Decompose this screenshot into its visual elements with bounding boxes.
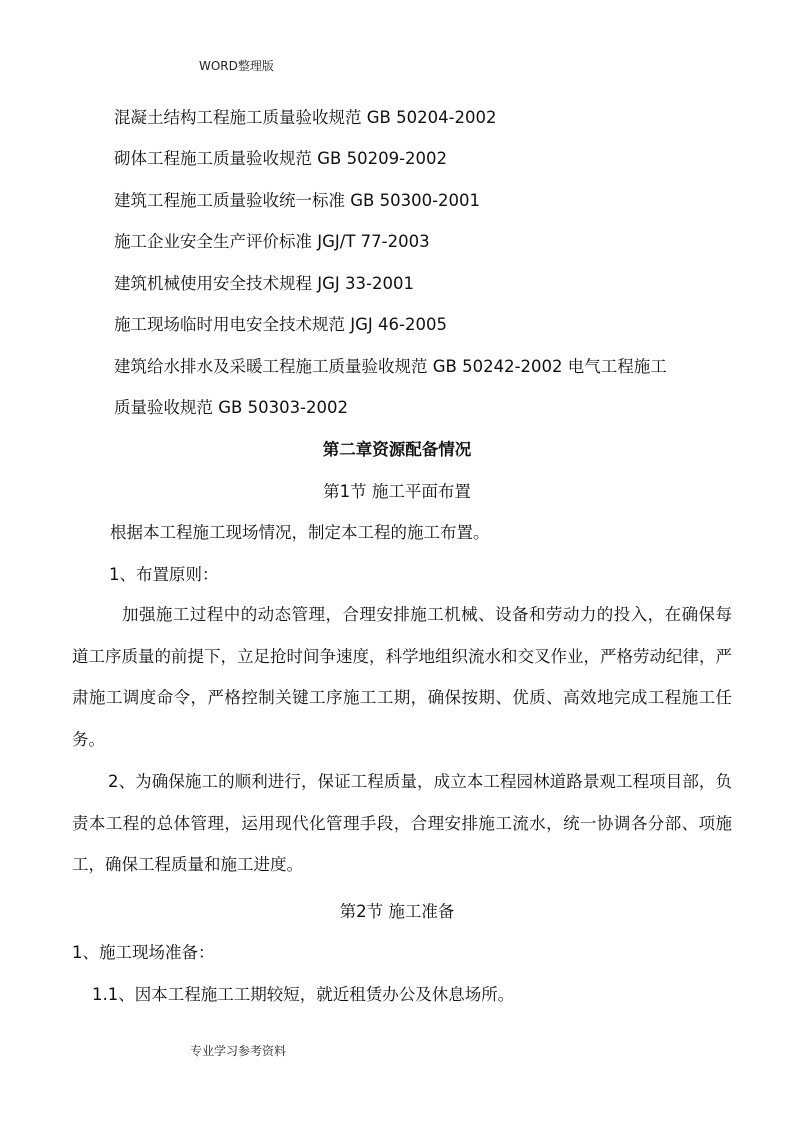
reference-line: 建筑给水排水及采暖工程施工质量验收规范 GB 50242-2002 电气工程施工 xyxy=(114,357,667,376)
item-heading: 1、施工现场准备： xyxy=(72,943,215,962)
section-intro: 根据本工程施工现场情况，制定本工程的施工布置。 xyxy=(110,523,490,542)
reference-line: 施工企业安全生产评价标准 JGJ/T 77-2003 xyxy=(114,232,430,251)
reference-line: 砌体工程施工质量验收规范 GB 50209-2002 xyxy=(114,149,448,168)
paragraph-principles: 加强施工过程中的动态管理，合理安排施工机械、设备和劳动力的投入，在确保每道工序质量的前提下，立足抢时间争速度，科学地组织流水和交叉作业，严格劳动纪律，严肃施工调度命令，严格控制关键工序施工工期，确保按期、优质、高效地完成工程施工任务。 xyxy=(72,605,732,749)
item-heading: 1、布置原则： xyxy=(109,565,219,584)
page-header: WORD整理版 xyxy=(199,59,274,73)
reference-line: 混凝土结构工程施工质量验收规范 GB 50204-2002 xyxy=(114,108,497,127)
reference-line: 质量验收规范 GB 50303-2002 xyxy=(114,398,349,417)
paragraph-project-team: 2、为确保施工的顺利进行，保证工程质量，成立本工程园林道路景观工程项目部，负责本工程的总体管理，运用现代化管理手段，合理安排施工流水，统一协调各分部、项施工，确保工程质量和施工进度。 xyxy=(72,772,732,874)
sub-item: 1.1、因本工程施工工期较短，就近租赁办公及休息场所。 xyxy=(92,985,515,1004)
page-footer: 专业学习参考资料 xyxy=(190,1044,287,1058)
chapter-title: 第二章资源配备情况 xyxy=(322,440,472,459)
reference-line: 施工现场临时用电安全技术规范 JGJ 46-2005 xyxy=(114,315,447,334)
reference-line: 建筑机械使用安全技术规程 JGJ 33-2001 xyxy=(114,274,414,293)
section-title: 第2节 施工准备 xyxy=(339,902,455,921)
section-title: 第1节 施工平面布置 xyxy=(323,482,471,501)
reference-line: 建筑工程施工质量验收统一标准 GB 50300-2001 xyxy=(114,191,481,210)
